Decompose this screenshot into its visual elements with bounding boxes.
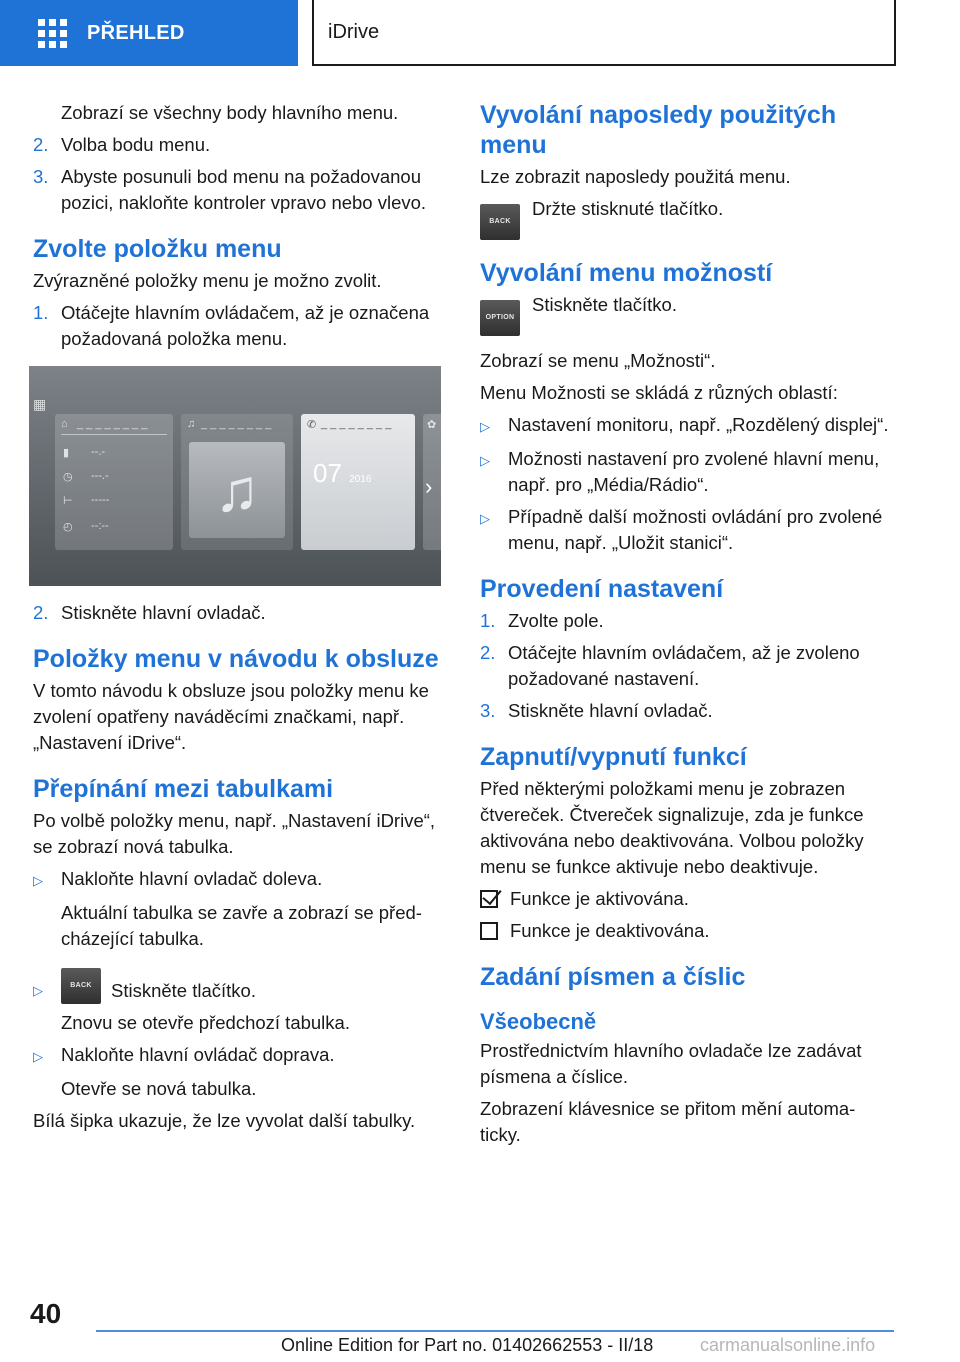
triangle-bullet-icon: ▷ [33,873,43,888]
recent-button-row: BACK Držte stisknuté tlačítko. [480,196,892,240]
check-off-row: Funkce je deaktivována. [480,918,892,944]
triangle-bullet-icon: ▷ [33,983,43,998]
bullet-item: ▷ Případně další možnosti ovládání pro zvolené menu, např. „Uložit stanici“. [480,504,892,556]
screen-card-media: ♫ _ _ _ _ _ _ _ _ ♫ [181,414,293,550]
general-text-1: Prostřednictvím hlavního ovladače lze zadávat písmena a číslice. [480,1040,862,1087]
heading-settings: Provedení nastavení [480,575,724,603]
section-title: PŘEHLED [87,21,185,44]
footer-divider [96,1330,894,1332]
back-button-icon: BACK [480,204,520,240]
triangle-bullet-icon: ▷ [33,1049,43,1064]
chapter-tab[interactable] [312,0,896,66]
list-item: 3. Stiskněte hlavní ovladač. [480,700,713,721]
heading-general: Všeobecně [480,1009,597,1034]
heading-menu-items: Položky menu v návodu k obsluze [33,645,439,673]
heading-recent-menus: Vyvolání naposledy použitých menu [480,101,837,159]
list-item: 2. Otáčejte hlavním ovládačem, až je zvoleno požadované nastavení. [480,642,860,689]
items-text: V tomto návodu k obsluze jsou položky menu ke zvolení opatřeny naváděcími značkami, např. „Nastavení iDrive“. [33,680,429,753]
heading-letters-digits: Zadání písmen a číslic [480,963,746,991]
check-on-row: Funkce je aktivována. [480,886,892,912]
checkbox-checked-icon [480,890,498,908]
options-button-row: OPTION Stiskněte tlačítko. [480,292,892,336]
list-item: 2. Volba bodu menu. [33,134,211,155]
list-item: 1. Zvolte pole. [480,610,604,631]
screen-date: 07 2016 [313,458,372,488]
triangle-bullet-icon: ▷ [480,419,490,434]
music-note-icon: ♫ [189,442,285,538]
bullet-item: ▷ Nakloňte hlavní ovládač doprava. [33,1042,445,1070]
chevron-right-icon: › [425,474,433,499]
options-areas: Menu Možnosti se skládá z různých oblastí: [480,382,838,403]
page-number: 40 [30,1298,62,1329]
list-item: 2. Stiskněte hlavní ovladač. [33,602,266,623]
heading-toggle-functions: Zapnutí/vypnutí funkcí [480,743,747,771]
distance-icon: ⊢ [63,495,73,507]
back-button-icon: BACK [61,968,101,1004]
grid-menu-icon [38,19,67,48]
fuel-icon: ▮ [63,447,70,459]
gauge-icon: ◷ [63,471,73,483]
bullet-sub: Znovu se otevře předchozí tabulka. [61,1012,350,1033]
bullet-sub: Aktuální tabulka se zavře a zobrazí se před-cházející tabulka. [61,902,422,949]
section-tab[interactable] [0,0,298,66]
heading-select-item: Zvolte položku menu [33,235,282,263]
car-icon: ⌂ [61,418,68,430]
bullet-item: ▷ Nastavení monitoru, např. „Rozdělený displej“. [480,412,892,440]
recent-text: Lze zobrazit naposledy použitá menu. [480,166,791,187]
screen-card-vehicle: ⌂ _ _ _ _ _ _ _ _ ▮ --.- ◷ ---.- ⊢ ----- ◴ --:-- [55,414,173,550]
settings-icon: ✿ [427,419,437,431]
right-column [480,100,892,1154]
footer-edition: Online Edition for Part no. 01402662553 - II/18 [281,1335,654,1355]
arrow-text: Bílá šipka ukazuje, že lze vyvolat další tabulky. [33,1110,416,1131]
watermark: carmanualsonline.info [700,1335,876,1355]
select-intro: Zvýrazněné položky menu je možno zvolit. [33,270,382,291]
tabs-text: Po volbě položky menu, např. „Nastavení iDrive“, se zobrazí nová tabulka. [33,810,436,857]
general-text-2: Zobrazení klávesnice se přitom mění automa-ticky. [480,1098,856,1145]
triangle-bullet-icon: ▷ [480,511,490,526]
toggle-text: Před některými položkami menu je zobrazen čtvereček. Čtvereček signalizuje, zda je funkce aktivována nebo deaktivována. Volbou položky menu se funkce aktivuje nebo deaktivuje. [480,778,864,877]
bullet-item: ▷ Možnosti nastavení pro zvolené hlavní menu, např. pro „Média/Rádio“. [480,446,892,498]
left-column [33,100,445,1140]
music-note-icon: ♫ [187,418,196,430]
page-header [0,0,960,66]
heading-options-menu: Vyvolání menu možností [480,259,773,287]
options-shown: Zobrazí se menu „Možnosti“. [480,350,716,371]
bullet-item: ▷ Nakloňte hlavní ovladač doleva. [33,866,445,894]
option-button-icon: OPTION [480,300,520,336]
intro-continuation: Zobrazí se všechny body hlavního menu. [61,102,399,123]
checkbox-unchecked-icon [480,922,498,940]
triangle-bullet-icon: ▷ [480,453,490,468]
bullet-sub: Otevře se nová tabulka. [61,1078,257,1099]
timer-icon: ◴ [63,521,73,533]
bullet-item: ▷ BACK Stiskněte tlačítko. [33,962,445,1004]
list-item: 1. Otáčejte hlavním ovládačem, až je označena požadovaná položka menu. [33,302,430,349]
screen-card-phone: ✆ _ _ _ _ _ _ _ _ 07 2016 [301,414,415,550]
list-item: 3. Abyste posunuli bod menu na požadovanou pozici, nakloňte kontroler vpravo nebo vlevo. [33,166,427,213]
idrive-screen-image [29,366,441,586]
chapter-title: iDrive [328,20,380,43]
heading-switch-tables: Přepínání mezi tabulkami [33,775,334,803]
phone-icon: ✆ [307,419,317,431]
home-icon: ▦ [33,396,47,412]
